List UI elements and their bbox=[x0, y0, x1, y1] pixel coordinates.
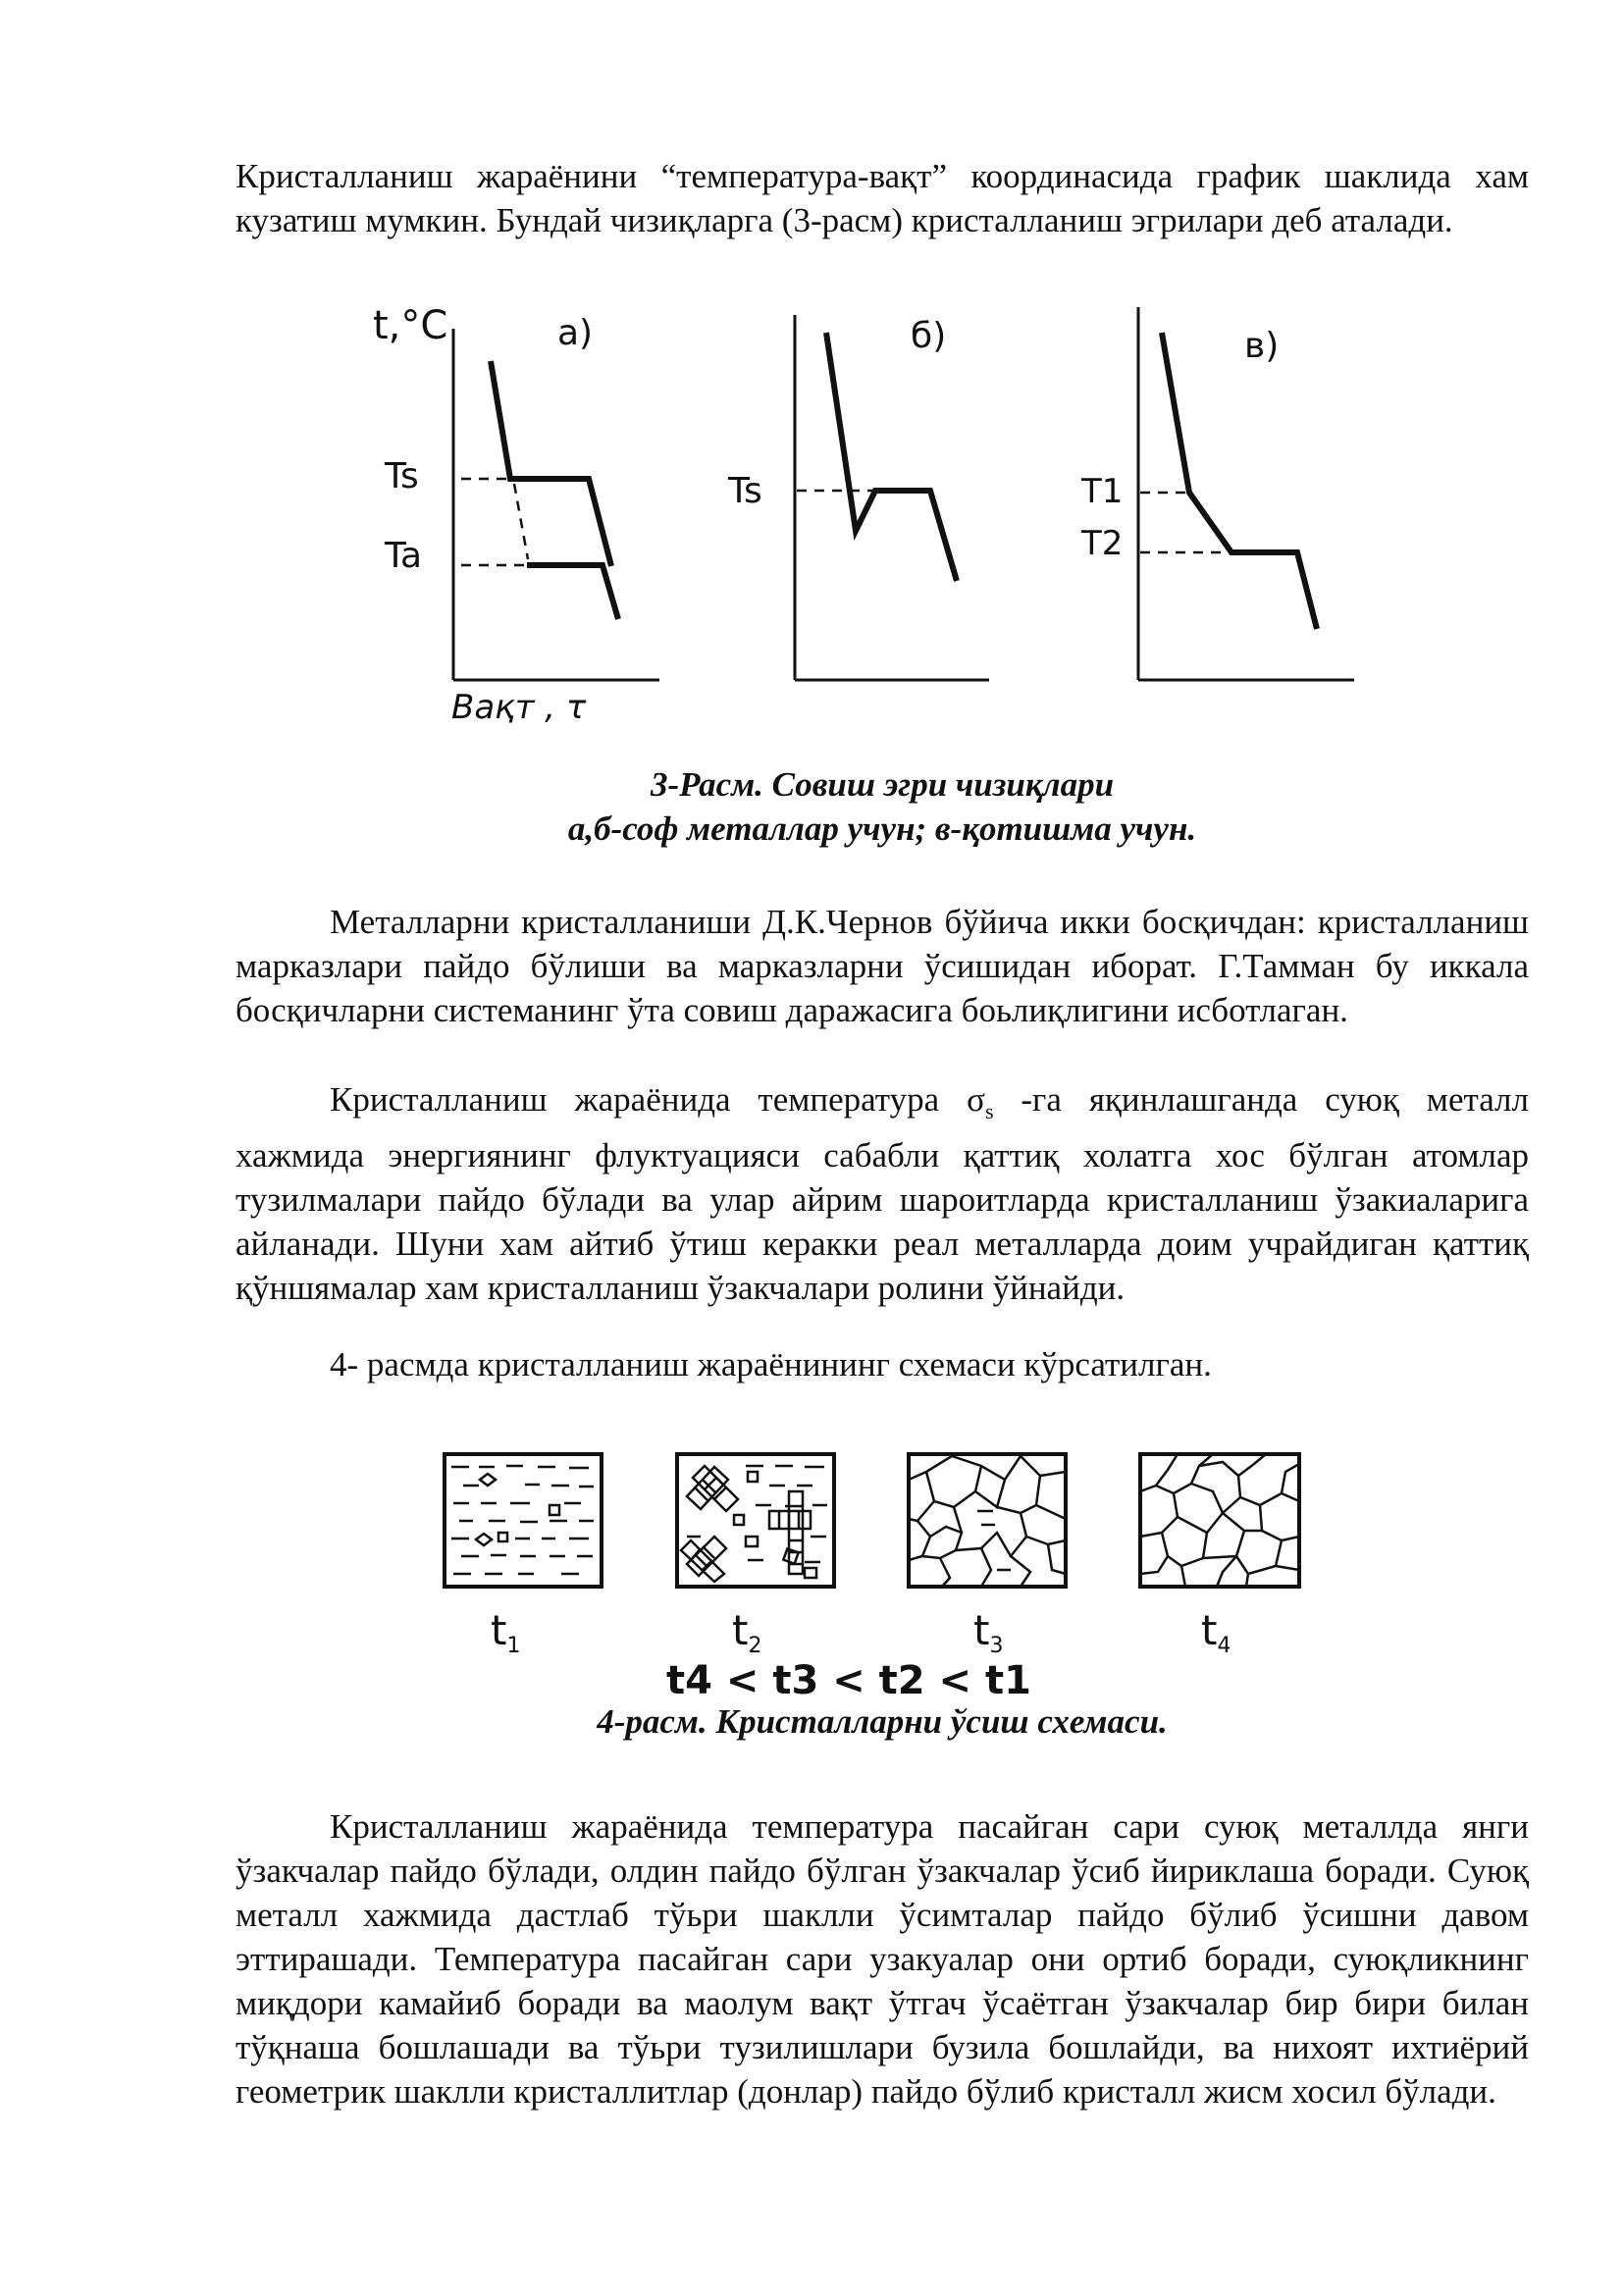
panel-t3 bbox=[909, 1454, 1066, 1587]
graph-a-y-axis-label: t,°C bbox=[373, 303, 448, 348]
paragraph-fluctuation bbox=[236, 1077, 1529, 1310]
figure-4-caption: 4-расм. Кристалларни ўсиш схемаси. bbox=[597, 1702, 1168, 1741]
figure-3-caption bbox=[236, 762, 1529, 851]
figure-3-cooling-curves bbox=[0, 0, 1624, 746]
graph-b bbox=[795, 315, 989, 680]
sigma-subscript: s bbox=[984, 1099, 994, 1123]
graph-v-level-t2: T2 bbox=[1081, 524, 1124, 563]
graph-v-label: в) bbox=[1244, 326, 1280, 366]
panel-t2-label: t2 bbox=[732, 1606, 762, 1658]
graph-a-level-ts: Ts bbox=[385, 456, 419, 496]
graph-b-level-ts: Ts bbox=[728, 471, 762, 511]
figure-4-relation: t4 < t3 < t2 < t1 bbox=[666, 1658, 1031, 1703]
graph-a-label: а) bbox=[557, 313, 594, 353]
paragraph-chernov: Металларни кристалланиши Д.К.Чернов бўйича икки босқичдан: кристалланиш марказлари пайдо бўлиши ва марказларни ўсишидан иборат. Г.Тамман бу иккала босқичларни системанинг ўта совиш даражасига боьлиқлигини исботлаган. bbox=[236, 903, 1529, 1029]
paragraph-fluctuation-start: Кристалланиш жараёнида температура bbox=[330, 1080, 968, 1119]
intro-paragraph: Кристалланиш жараёнини “температура-вақт” координасида график шаклида хам кузатиш мумкин. Бундай чизиқларга (3-расм) кристалланиш эгрилари деб аталади. bbox=[236, 157, 1529, 239]
figure-3-caption-line-1: 3-Расм. Совиш эгри чизиқлари bbox=[650, 765, 1115, 804]
panel-t1 bbox=[445, 1454, 602, 1587]
panel-t2 bbox=[677, 1454, 834, 1587]
paragraph-growth-description: Кристалланиш жараёнида температура пасайган сари суюқ металлда янги ўзакчалар пайдо бўлади, олдин пайдо бўлган ўзакчалар ўсиб йириклаша боради. Суюқ металл хажмида дастлаб тўьри шаклли ўсимталар пайдо бўлиб ўсишни давом эттирашади. Температура пасайган сари узакуалар они ортиб боради, суюқликнинг миқдори камайиб боради ва маолум вақт ўтгач ўсаётган ўзакчалар бир бири билан тўқнаша бошлашади ва тўьри тузилишлари бузила бошлайди, ва нихоят ихтиёрий геометрик шаклли кристаллитлар (донлар) пайдо бўлиб кристалл жисм хосил бўлади. bbox=[236, 1807, 1529, 2111]
paragraph-fluctuation-end: -га яқинлашганда суюқ металл хажмида энергиянинг флуктуацияси сабабли қаттиқ холатга хос бўлган атомлар тузилмалари пайдо бўлади ва улар айрим шароитларда кристалланиш ўзакиаларига айланади. Шуни хам айтиб ўтиш керакки реал металларда доим учрайдиган қаттиқ қўншямалар хам кристалланиш ўзакчалари ролини ўйнайди. bbox=[236, 1080, 1529, 1307]
graph-b-label: б) bbox=[911, 316, 947, 356]
panel-t3-label: t3 bbox=[973, 1606, 1004, 1658]
graph-a bbox=[453, 329, 659, 680]
graph-a-level-ta: Ta bbox=[385, 536, 423, 576]
panel-t4-label: t4 bbox=[1201, 1606, 1231, 1658]
paragraph-figure-4-intro: 4- расмда кристалланиш жараёнининг схемаси кўрсатилган. bbox=[330, 1345, 1212, 1383]
panel-t4 bbox=[1140, 1454, 1299, 1587]
panel-t1-label: t1 bbox=[491, 1606, 521, 1658]
figure-3-caption-line-2: а,б-соф металлар учун; в-қотишма учун. bbox=[567, 809, 1197, 848]
graph-v-level-t1: T1 bbox=[1081, 472, 1124, 511]
graph-a-x-axis-label: Вақт , τ bbox=[451, 688, 587, 727]
sigma-symbol: σ bbox=[967, 1080, 985, 1119]
